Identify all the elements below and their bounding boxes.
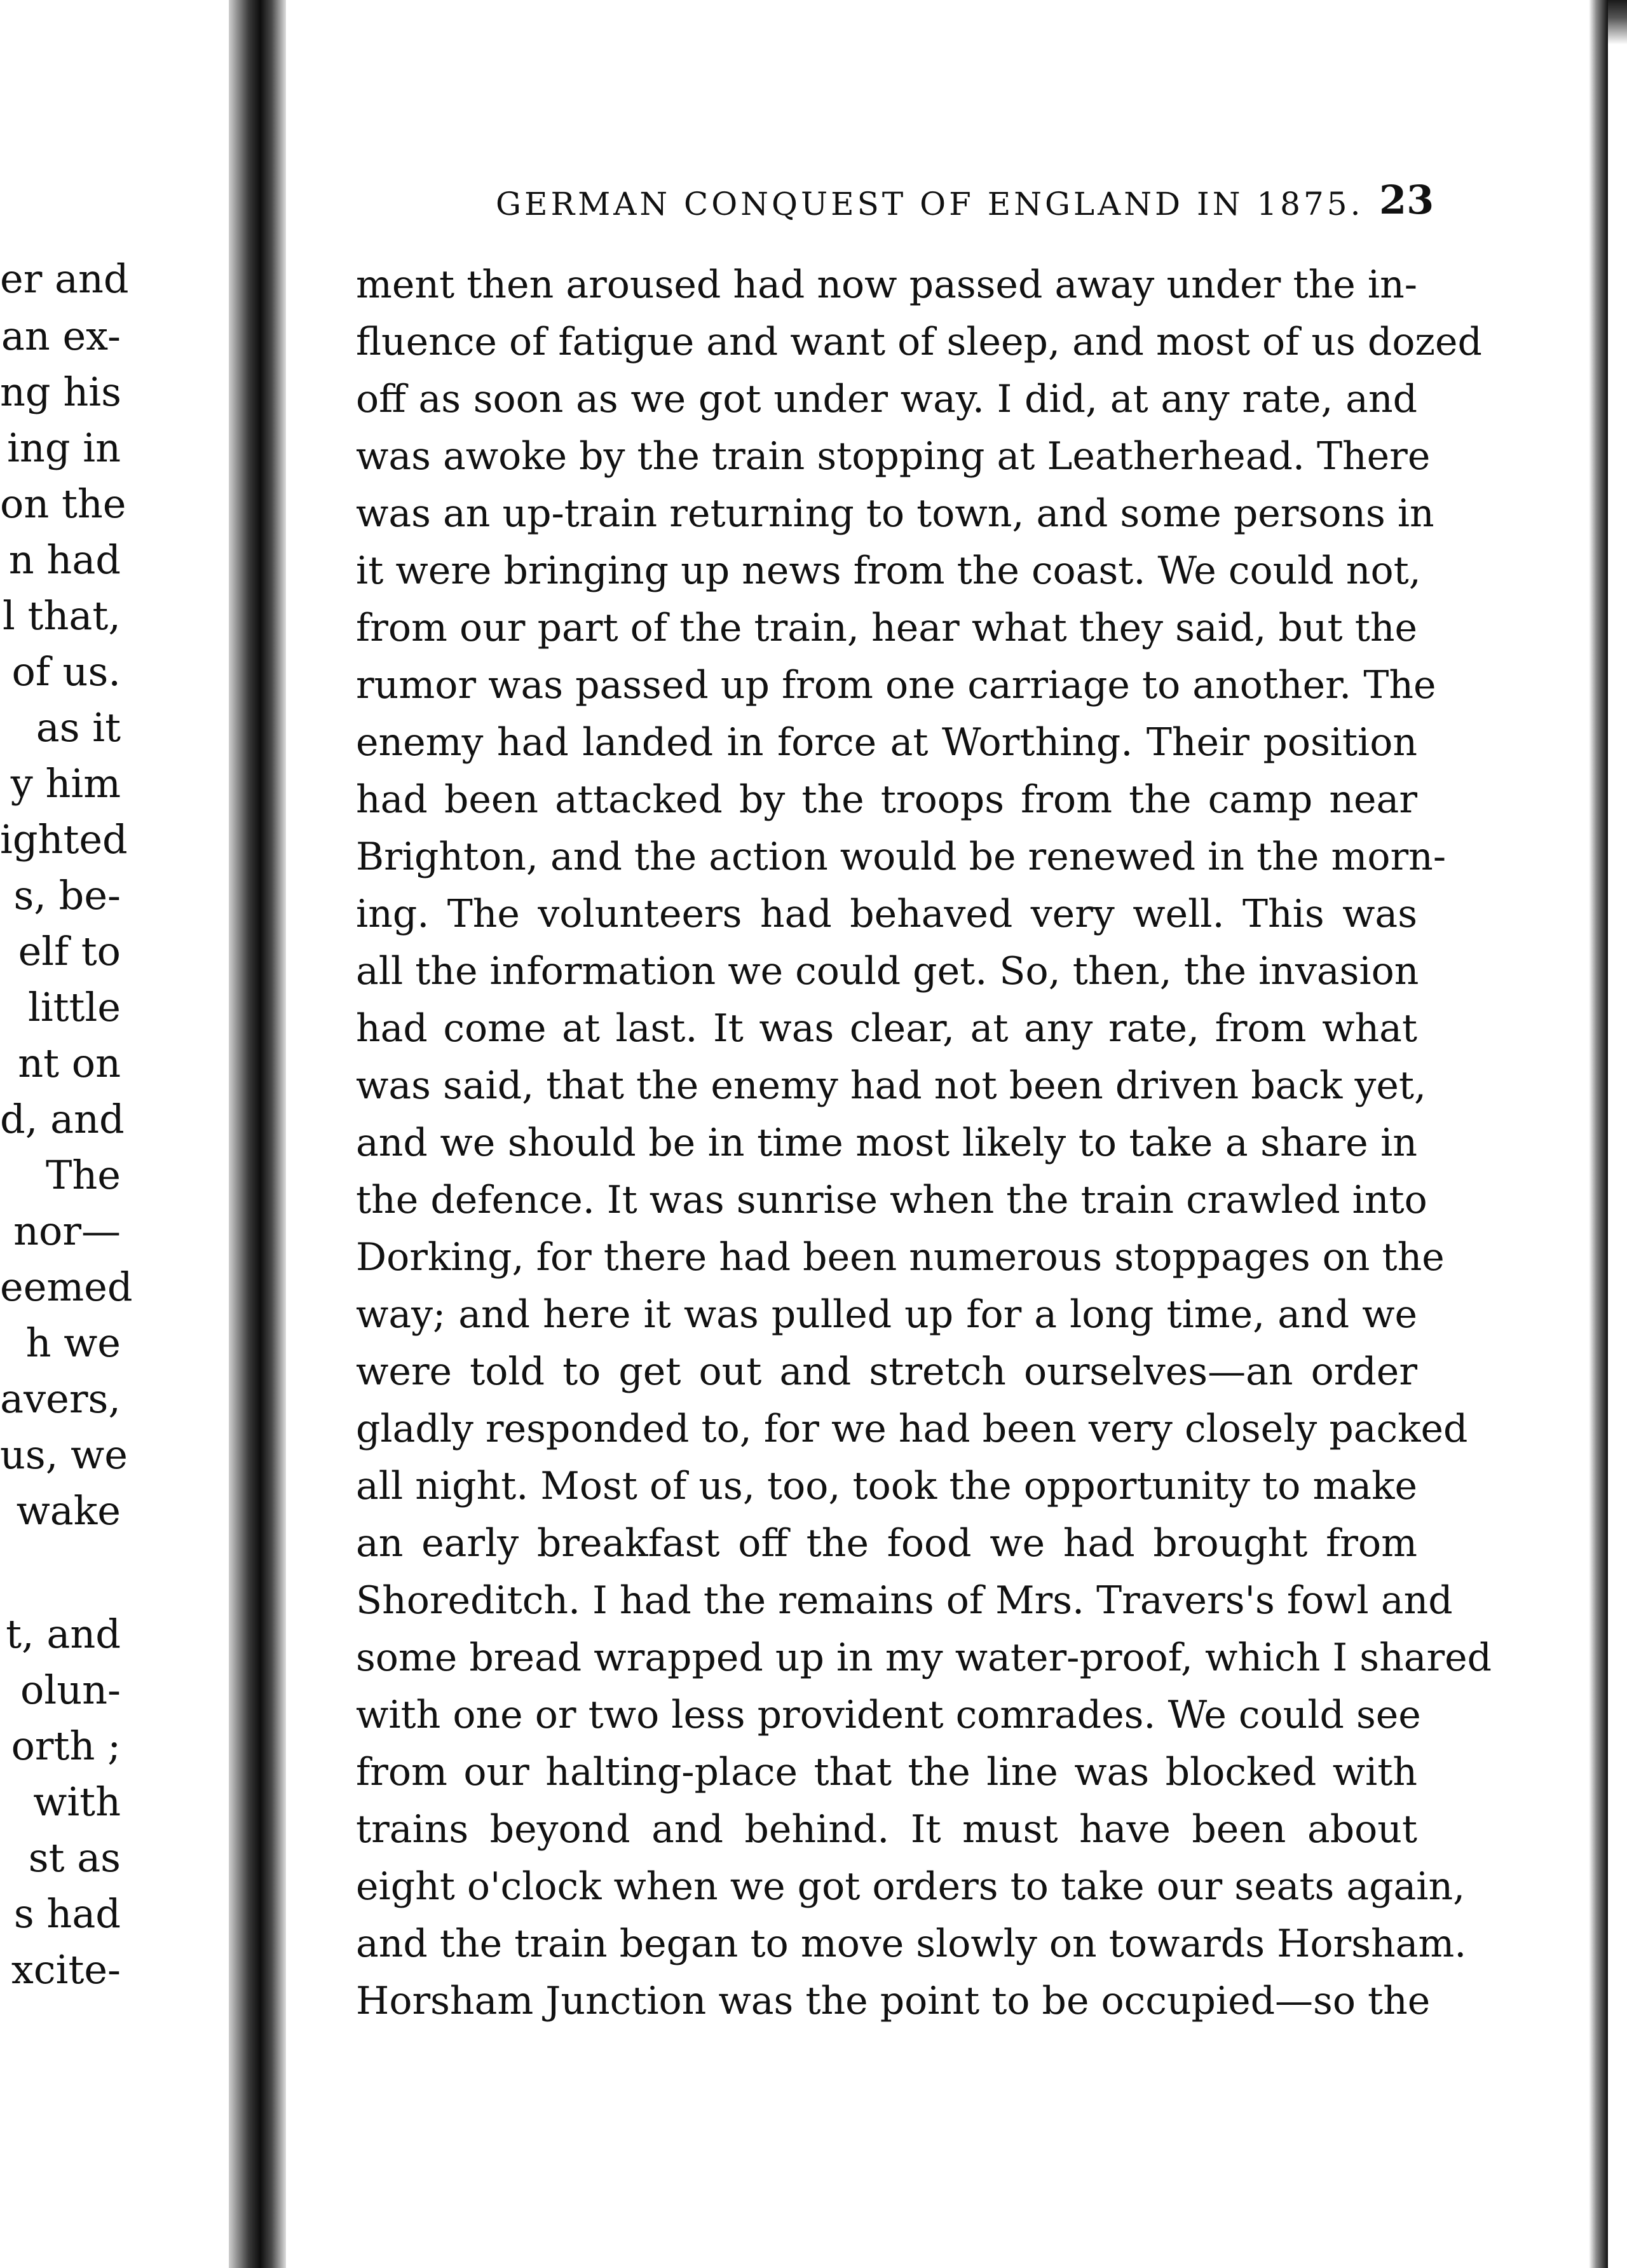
left-page-line: s, be- [13, 872, 121, 919]
left-page-line: n had [8, 536, 121, 583]
body-text-line: Shoreditch. I had the remains of Mrs. Travers's fowl and [356, 1578, 1453, 1623]
body-text-line: Horsham Junction was the point to be occupied—so the [356, 1979, 1431, 2023]
left-page-line: y him [10, 760, 121, 807]
body-text-line: an early breakfast off the food we had brought from [356, 1521, 1417, 1566]
body-text-line: ment then aroused had now passed away under the in- [356, 263, 1417, 307]
left-page-line: nt on [18, 1040, 121, 1086]
body-text-line: and the train began to move slowly on towards Horsham. [356, 1922, 1467, 1966]
left-page-line: eemed [0, 1264, 133, 1310]
book-gutter-shadow [229, 0, 286, 2268]
body-text-line: way; and here it was pulled up for a long time, and we [356, 1292, 1417, 1337]
left-page-line: ng his [0, 369, 121, 415]
body-text-line: some bread wrapped up in my water-proof, which I shared [356, 1636, 1492, 1680]
left-page-line: little [27, 984, 121, 1030]
body-text-line: all the information we could get. So, then, the invasion [356, 949, 1419, 994]
body-text-line: Dorking, for there had been numerous stoppages on the [356, 1235, 1445, 1280]
running-title: GERMAN CONQUEST OF ENGLAND IN 1875. [496, 186, 1364, 222]
left-page-line: s had [13, 1890, 121, 1937]
body-text-line: rumor was passed up from one carriage to another. The [356, 663, 1436, 707]
left-page-line: orth ; [11, 1723, 121, 1769]
body-text-line: fluence of fatigue and want of sleep, and most of us dozed [356, 320, 1482, 364]
body-text-line: were told to get out and stretch ourselves—an order [356, 1349, 1417, 1394]
left-page-line: The [46, 1152, 121, 1198]
page-right-edge-shadow [1589, 0, 1608, 2268]
body-text-line: and we should be in time most likely to take a share in [356, 1121, 1417, 1165]
body-text-line: was said, that the enemy had not been driven back yet, [356, 1063, 1427, 1108]
body-text-line: off as soon as we got under way. I did, at any rate, and [356, 377, 1417, 421]
left-page-line: ighted [0, 816, 128, 863]
left-page-line: of us. [11, 648, 121, 695]
body-text-line: was an up-train returning to town, and some persons in [356, 491, 1434, 536]
left-page-line: st as [28, 1834, 121, 1881]
body-text-line: from our halting-place that the line was blocked with [356, 1750, 1417, 1794]
body-text-line: trains beyond and behind. It must have been about [356, 1807, 1417, 1852]
left-page-line: t, and [6, 1611, 121, 1657]
body-text-line: ing. The volunteers had behaved very well. This was [356, 892, 1417, 936]
left-page-line: elf to [18, 928, 121, 974]
body-text-line: from our part of the train, hear what they said, but the [356, 606, 1417, 650]
page-number: 23 [1379, 177, 1434, 223]
left-page-line: er and [0, 256, 129, 302]
left-page-line: xcite- [11, 1946, 121, 1993]
left-page-line: as it [36, 704, 121, 751]
body-text-line: the defence. It was sunrise when the train crawled into [356, 1178, 1427, 1222]
left-page-line: wake [16, 1487, 121, 1534]
body-text-line: Brighton, and the action would be renewed in the morn- [356, 835, 1447, 879]
body-text-line: had been attacked by the troops from the camp near [356, 777, 1417, 822]
body-text-line: enemy had landed in force at Worthing. Their position [356, 720, 1417, 765]
body-text-line: gladly responded to, for we had been very closely packed [356, 1407, 1468, 1451]
left-page-line: ing in [7, 425, 121, 471]
left-page-line: olun- [20, 1667, 121, 1713]
body-text-line: eight o'clock when we got orders to take our seats again, [356, 1864, 1466, 1909]
body-text-line: had come at last. It was clear, at any rate, from what [356, 1006, 1417, 1051]
left-page-line: an ex- [1, 313, 121, 359]
body-text-line: with one or two less provident comrades. We could see [356, 1693, 1421, 1737]
left-page-line: d, and [0, 1096, 125, 1142]
left-page-line: l that, [3, 592, 121, 639]
left-page-line: us, we [0, 1431, 128, 1478]
left-page-line: nor— [13, 1208, 121, 1254]
left-page-line: with [33, 1779, 121, 1825]
body-text-line: all night. Most of us, too, took the opportunity to make [356, 1464, 1417, 1508]
facing-page-fragment [0, 0, 229, 2268]
body-text-line: was awoke by the train stopping at Leatherhead. There [356, 434, 1431, 479]
body-text-line: it were bringing up news from the coast. We could not, [356, 549, 1421, 593]
left-page-line: h we [25, 1320, 121, 1366]
left-page-line: avers, [0, 1376, 121, 1422]
left-page-line: on the [0, 481, 126, 527]
